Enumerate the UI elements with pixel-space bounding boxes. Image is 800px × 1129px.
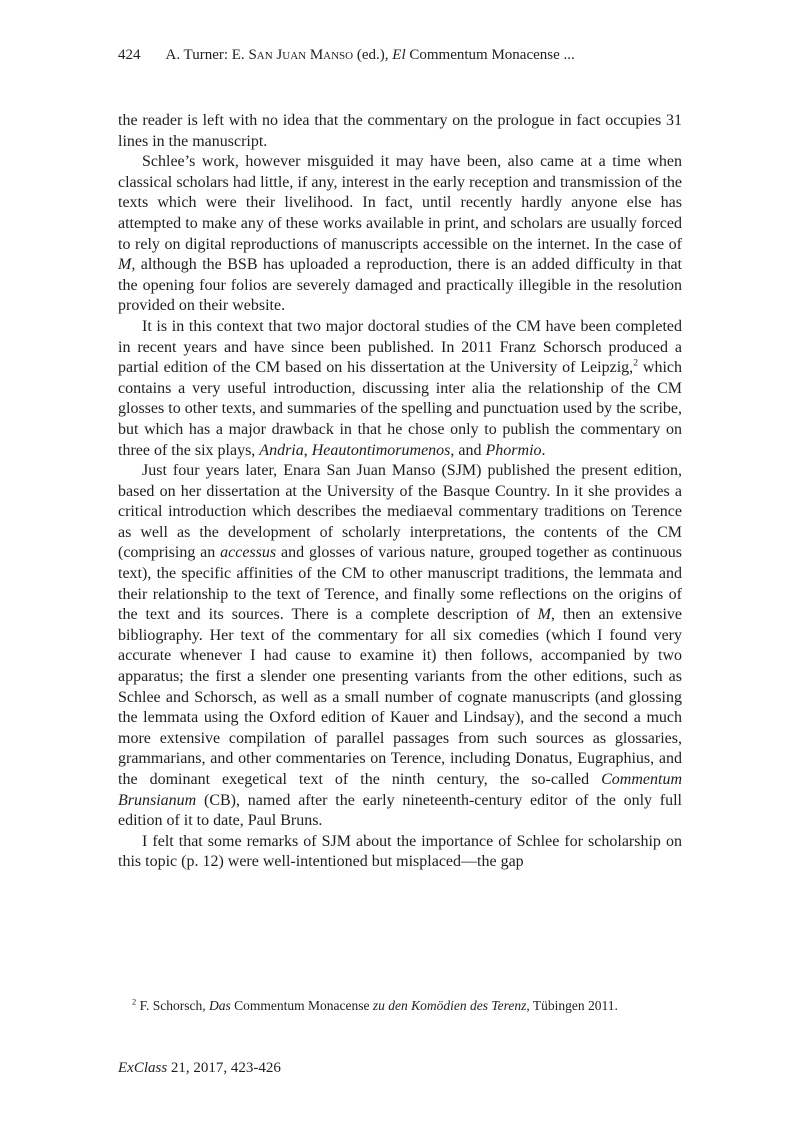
text-run: It is in this context that two major doctoral studies of the CM have been completed in recent years and have since been published. In 2011 Franz Schorsch produced a partial edition of the CM based on his dissertation at the University of Leipzig,: [118, 317, 682, 377]
footnote-marker: 2: [633, 357, 639, 369]
journal-footer: [118, 1059, 281, 1077]
text-run: , Tübingen 2011.: [526, 998, 618, 1013]
text-run: (ed.),: [353, 47, 393, 63]
text-run: accessus: [220, 544, 277, 562]
text-run: and glosses of various nature, grouped together as continuous text), the specific affinities of the CM to other manuscript traditions, the lemmata and their relationship to the text of Terence, and finally some reflections on the origins of the text and its sources. There is a complete description of: [118, 544, 682, 624]
text-run: Schlee’s work, however misguided it may have been, also came at a time when classical scholars had little, if any, interest in the early reception and transmission of the texts which were their livelihood. In fact, until recently hardly anyone else has attempted to make any of these works available in print, and scholars are usually forced to rely on digital reproductions of manuscripts accessible on the internet. In the case of: [118, 153, 682, 253]
text-run: the reader is left with no idea that the commentary on the prologue in fact occupies 31 lines in the manuscript.: [118, 112, 682, 150]
text-run: Just four years later, Enara San Juan Manso (SJM) published the present edition, based on her dissertation at the University of the Basque Country. In it she provides a critical introduction which describes the mediaeval commentary traditions on Terence as well as the development of scholarly interpretations, the contents of the CM (comprising an: [118, 462, 682, 562]
footnote: [118, 997, 682, 1014]
text-run: which contains a very useful introduction, discussing inter alia the relationship of the CM glosses to other texts, and summaries of the spelling and punctuation used by the scribe, but which has a major drawback in that he chose only to publish the commentary on three of the six plays,: [118, 359, 682, 459]
text-run: 21, 2017, 423-426: [167, 1060, 281, 1076]
text-run: (CB), named after the early nineteenth-century editor of the only full edition of it to date, Paul Bruns.: [118, 791, 682, 830]
running-head: [166, 46, 575, 64]
text-run: although the BSB has uploaded a reproduction, there is an added difficulty in that the opening four folios are severely damaged and practically illegible in the resolution provided on their website.: [118, 256, 682, 315]
body-text: [118, 111, 682, 873]
text-run: El: [392, 47, 406, 63]
text-run: Das: [208, 998, 231, 1013]
paragraph: [118, 111, 682, 152]
text-run: Commentum Brunsianum: [118, 771, 682, 809]
text-run: M,: [118, 256, 136, 274]
text-run: zu den Komödien des Terenz: [372, 998, 527, 1013]
page-number: 424: [118, 47, 141, 63]
text-run: San Juan Manso: [248, 47, 354, 63]
page-header: [118, 46, 682, 64]
text-run: ,: [303, 441, 312, 459]
paragraph: [118, 832, 682, 873]
text-run: , then an extensive bibliography. Her text of the commentary for all six comedies (which I found very accurate whenever I had cause to examine it) then follows, accompanied by two apparatus; the first a slender one presenting variants from the other editions, such as Schlee and Schorsch, as well as a small number of cognate manuscripts (and glossing the lemmata using the Oxford edition of Kauer and Lindsay), and the second a much more extensive compilation of parallel passages from such sources as glossaries, grammarians, and other commentaries on Terence, including Donatus, Eugraphius, and the dominant exegetical text of the ninth century, the so-called: [118, 606, 682, 788]
text-run: Andria: [259, 441, 304, 459]
text-run: M: [537, 606, 551, 624]
text-run: Commentum Monacense ...: [405, 47, 575, 63]
text-run: ExClass: [118, 1060, 168, 1076]
footnote-marker: 2: [132, 997, 137, 1007]
text-run: A. Turner: E.: [165, 47, 249, 63]
text-run: F. Schorsch,: [136, 998, 209, 1013]
paragraph: [118, 461, 682, 832]
text-run: , and: [450, 441, 486, 459]
text-run: Heautontimorumenos: [311, 441, 451, 459]
paragraph: [118, 317, 682, 461]
text-run: I felt that some remarks of SJM about the importance of Schlee for scholarship on this topic (p. 12) were well-intentioned but misplaced—the gap: [118, 832, 682, 871]
text-run: Commentum Monacense: [230, 998, 373, 1013]
text-run: .: [541, 441, 546, 459]
text-run: Phormio: [485, 441, 542, 459]
paragraph: [118, 152, 682, 317]
